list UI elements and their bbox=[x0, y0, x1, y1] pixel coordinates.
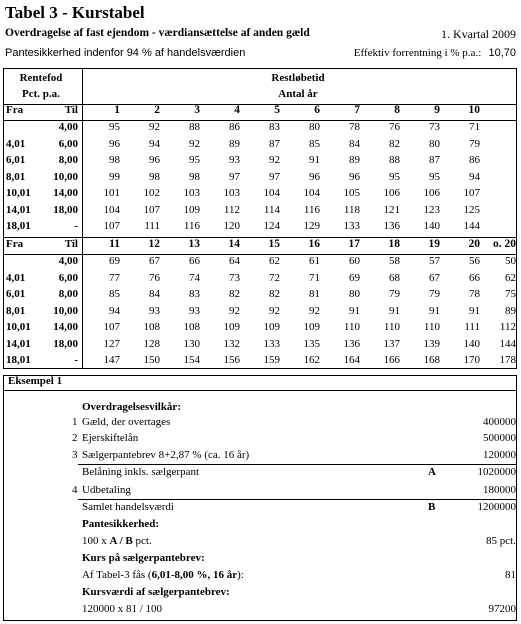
table-cell: 170 bbox=[463, 354, 480, 366]
table-cell: 130 bbox=[183, 337, 200, 350]
price-calc-part: 6,01-8,00 %, 16 år bbox=[151, 569, 238, 581]
table-cell: 76 bbox=[149, 271, 160, 284]
table-cell: 82 bbox=[269, 288, 280, 300]
table-cell: 128 bbox=[143, 337, 160, 350]
table-cell: 91 bbox=[469, 304, 480, 317]
rate-to: 4,00 bbox=[58, 255, 78, 267]
table-cell: 137 bbox=[383, 337, 400, 350]
line-mark: A bbox=[428, 466, 436, 478]
table-cell: 66 bbox=[189, 255, 200, 267]
security-heading: Pantesikkerhed: bbox=[82, 518, 159, 530]
table-cell: 135 bbox=[303, 337, 320, 350]
table-cell: 98 bbox=[189, 170, 200, 183]
table-cell: 104 bbox=[303, 187, 320, 199]
table-cell: 64 bbox=[229, 255, 240, 267]
table-cell: 72 bbox=[269, 271, 280, 284]
table-cell: 95 bbox=[389, 170, 400, 183]
year-label: 6 bbox=[314, 104, 320, 116]
header-til: Til bbox=[64, 238, 78, 250]
table-cell: 125 bbox=[463, 203, 480, 216]
table-cell: 102 bbox=[143, 187, 160, 199]
table-cell: 87 bbox=[269, 137, 280, 150]
year-label: 17 bbox=[348, 238, 360, 250]
table-cell: 124 bbox=[263, 220, 280, 232]
security-calc-part: pct. bbox=[132, 535, 152, 547]
table-cell: 144 bbox=[463, 220, 480, 232]
line-value: 1200000 bbox=[477, 501, 516, 513]
table-cell: 140 bbox=[463, 337, 480, 350]
table-cell: 110 bbox=[423, 321, 440, 333]
table-cell: 104 bbox=[103, 203, 120, 216]
table-cell: 91 bbox=[309, 154, 320, 166]
table-cell: 79 bbox=[429, 288, 440, 300]
table-cell: 147 bbox=[103, 354, 120, 366]
table-cell: 62 bbox=[269, 255, 280, 267]
rate-to: 18,00 bbox=[53, 203, 78, 216]
table-cell: 77 bbox=[109, 271, 120, 284]
table-cell: 95 bbox=[109, 121, 120, 133]
table-cell: 86 bbox=[229, 121, 240, 133]
table-cell: 106 bbox=[423, 187, 440, 199]
rule bbox=[78, 499, 516, 500]
table-cell: 136 bbox=[343, 337, 360, 350]
rate-to: 14,00 bbox=[53, 187, 78, 199]
conditions-heading: Overdragelsesvilkår: bbox=[82, 401, 181, 413]
table-cell: 87 bbox=[429, 154, 440, 166]
line-label: Gæld, der overtages bbox=[82, 416, 171, 428]
table-cell: 89 bbox=[229, 137, 240, 150]
security-note: Pantesikkerhed indenfor 94 % af handelsværdien bbox=[5, 47, 246, 59]
rate-to: 14,00 bbox=[53, 321, 78, 333]
table-cell: 88 bbox=[189, 121, 200, 133]
table-cell: 120 bbox=[223, 220, 240, 232]
table-cell: 91 bbox=[429, 304, 440, 317]
table-cell: 103 bbox=[223, 187, 240, 199]
table-cell: 101 bbox=[103, 187, 120, 199]
table-cell: 112 bbox=[499, 321, 516, 333]
table-cell: 88 bbox=[389, 154, 400, 166]
year-label: 5 bbox=[274, 104, 280, 116]
year-label: 18 bbox=[388, 238, 400, 250]
table-cell: 69 bbox=[109, 255, 120, 267]
security-calc-part: 100 x bbox=[82, 535, 110, 547]
table-cell: 140 bbox=[423, 220, 440, 232]
table-cell: 112 bbox=[223, 203, 240, 216]
table-cell: 75 bbox=[505, 288, 516, 300]
table-cell: 68 bbox=[389, 271, 400, 284]
table-cell: 78 bbox=[349, 121, 360, 133]
table-cell: 79 bbox=[469, 137, 480, 150]
rate-to: 6,00 bbox=[58, 271, 78, 284]
table-cell: 89 bbox=[505, 304, 516, 317]
table-cell: 97 bbox=[269, 170, 280, 183]
header-til: Til bbox=[64, 104, 78, 116]
year-label: 7 bbox=[354, 104, 360, 116]
table-cell: 71 bbox=[469, 121, 480, 133]
line-value: 1020000 bbox=[477, 466, 516, 478]
table-cell: 92 bbox=[269, 304, 280, 317]
rate-from: 10,01 bbox=[6, 187, 31, 199]
table-cell: 91 bbox=[349, 304, 360, 317]
table-cell: 95 bbox=[189, 154, 200, 166]
table-cell: 94 bbox=[469, 170, 480, 183]
table-cell: 109 bbox=[223, 321, 240, 333]
table-cell: 98 bbox=[109, 154, 120, 166]
effective-rate-value: 10,70 bbox=[488, 47, 516, 59]
year-label: 3 bbox=[194, 104, 200, 116]
line-label: Belåning inkls. sælgerpant bbox=[82, 466, 200, 478]
rate-from: 14,01 bbox=[6, 337, 31, 350]
table-cell: 156 bbox=[223, 354, 240, 366]
table-cell: 60 bbox=[349, 255, 360, 267]
line-number: 2 bbox=[72, 432, 78, 444]
table-cell: 69 bbox=[349, 271, 360, 284]
year-label: 12 bbox=[148, 238, 160, 250]
effective-rate bbox=[354, 47, 516, 59]
year-label: 4 bbox=[234, 104, 240, 116]
table-cell: 97 bbox=[229, 170, 240, 183]
table-cell: 129 bbox=[303, 220, 320, 232]
effective-rate-label: Effektiv forrentning i % p.a.: bbox=[353, 47, 482, 59]
table-cell: 85 bbox=[309, 137, 320, 150]
year-label: 11 bbox=[109, 238, 120, 250]
rate-to: - bbox=[74, 354, 78, 366]
line-value: 120000 bbox=[483, 449, 516, 461]
table-cell: 133 bbox=[343, 220, 360, 232]
table-cell: 107 bbox=[463, 187, 480, 199]
line-label: Udbetaling bbox=[82, 484, 131, 496]
table-cell: 73 bbox=[229, 271, 240, 284]
table-cell: 168 bbox=[423, 354, 440, 366]
table-cell: 56 bbox=[469, 255, 480, 267]
line-label: Samlet handelsværdi bbox=[82, 501, 174, 513]
table-cell: 92 bbox=[309, 304, 320, 317]
table-cell: 108 bbox=[183, 321, 200, 333]
table-cell: 110 bbox=[343, 321, 360, 333]
rate-from: 8,01 bbox=[6, 170, 26, 183]
table-cell: 107 bbox=[103, 321, 120, 333]
rate-to: 4,00 bbox=[58, 121, 78, 133]
price-heading: Kurs på sælgerpantebrev: bbox=[82, 552, 205, 564]
line-number: 1 bbox=[72, 416, 78, 428]
security-calc-part: A / B bbox=[109, 535, 133, 547]
table-cell: 80 bbox=[309, 121, 320, 133]
line-number: 3 bbox=[72, 449, 78, 461]
table-cell: 71 bbox=[309, 271, 320, 284]
table-cell: 178 bbox=[499, 354, 516, 366]
table-cell: 93 bbox=[149, 304, 160, 317]
line-label: Ejerskiftelån bbox=[82, 432, 139, 444]
rate-from: 18,01 bbox=[6, 220, 31, 232]
table-cell: 83 bbox=[189, 288, 200, 300]
table-cell: 110 bbox=[383, 321, 400, 333]
rate-to: 8,00 bbox=[58, 154, 78, 166]
table-cell: 123 bbox=[423, 203, 440, 216]
table-cell: 82 bbox=[229, 288, 240, 300]
table-cell: 81 bbox=[309, 288, 320, 300]
year-label: 16 bbox=[308, 238, 320, 250]
rate-from: 18,01 bbox=[6, 354, 31, 366]
year-label: 2 bbox=[154, 104, 160, 116]
table-cell: 82 bbox=[389, 137, 400, 150]
table-cell: 133 bbox=[263, 337, 280, 350]
header-fra: Fra bbox=[6, 238, 24, 250]
line-value: 180000 bbox=[483, 484, 516, 496]
table-cell: 78 bbox=[469, 288, 480, 300]
header-rentefod: Rentefod bbox=[19, 72, 63, 84]
table-cell: 104 bbox=[263, 187, 280, 199]
rule bbox=[4, 104, 516, 105]
table-cell: 83 bbox=[269, 121, 280, 133]
table-cell: 80 bbox=[349, 288, 360, 300]
table-cell: 91 bbox=[389, 304, 400, 317]
table-cell: 106 bbox=[383, 187, 400, 199]
table-cell: 111 bbox=[464, 321, 480, 333]
rate-from: 6,01 bbox=[6, 288, 26, 300]
rate-to: 6,00 bbox=[58, 137, 78, 150]
table-cell: 103 bbox=[183, 187, 200, 199]
rate-to: 8,00 bbox=[58, 288, 78, 300]
table-cell: 96 bbox=[309, 170, 320, 183]
security-value: 85 pct. bbox=[486, 535, 516, 547]
rate-from: 10,01 bbox=[6, 321, 31, 333]
header-pct-pa: Pct. p.a. bbox=[22, 88, 60, 100]
security-calc bbox=[82, 535, 152, 547]
value-heading: Kursværdi af sælgerpantebrev: bbox=[82, 586, 230, 598]
table-cell: 121 bbox=[383, 203, 400, 216]
table-cell: 62 bbox=[505, 271, 516, 284]
year-label: 10 bbox=[468, 104, 480, 116]
table-cell: 92 bbox=[229, 304, 240, 317]
table-cell: 96 bbox=[349, 170, 360, 183]
table-cell: 67 bbox=[149, 255, 160, 267]
table-cell: 50 bbox=[505, 255, 516, 267]
table-cell: 80 bbox=[429, 137, 440, 150]
value-value: 97200 bbox=[488, 603, 516, 615]
table-cell: 86 bbox=[469, 154, 480, 166]
year-label: o. 20 bbox=[493, 238, 516, 250]
rate-from: 8,01 bbox=[6, 304, 26, 317]
table-cell: 57 bbox=[429, 255, 440, 267]
year-label: 1 bbox=[114, 104, 120, 116]
rule bbox=[78, 464, 516, 465]
table-cell: 116 bbox=[303, 203, 320, 216]
year-label: 20 bbox=[468, 238, 480, 250]
rate-to: 18,00 bbox=[53, 337, 78, 350]
table-cell: 116 bbox=[183, 220, 200, 232]
table-cell: 154 bbox=[183, 354, 200, 366]
table-cell: 61 bbox=[309, 255, 320, 267]
year-label: 15 bbox=[268, 238, 280, 250]
rule bbox=[82, 68, 83, 368]
table-cell: 93 bbox=[229, 154, 240, 166]
table-cell: 109 bbox=[303, 321, 320, 333]
rate-from: 14,01 bbox=[6, 203, 31, 216]
table-cell: 111 bbox=[144, 220, 160, 232]
table-cell: 84 bbox=[349, 137, 360, 150]
page-title: Tabel 3 - Kurstabel bbox=[5, 3, 145, 22]
table-cell: 164 bbox=[343, 354, 360, 366]
table-cell: 166 bbox=[383, 354, 400, 366]
line-number: 4 bbox=[72, 484, 78, 496]
header-restlobetid: Restløbetid bbox=[271, 72, 325, 84]
table-cell: 85 bbox=[109, 288, 120, 300]
line-value: 500000 bbox=[483, 432, 516, 444]
table-cell: 114 bbox=[263, 203, 280, 216]
example-title: Eksempel 1 bbox=[8, 375, 63, 387]
header-antal-ar: Antal år bbox=[278, 88, 318, 100]
rate-to: - bbox=[74, 220, 78, 232]
table-cell: 144 bbox=[499, 337, 516, 350]
table-cell: 73 bbox=[429, 121, 440, 133]
table-cell: 92 bbox=[189, 137, 200, 150]
table-cell: 84 bbox=[149, 288, 160, 300]
table-cell: 94 bbox=[149, 137, 160, 150]
table-cell: 109 bbox=[263, 321, 280, 333]
price-value: 81 bbox=[505, 569, 516, 581]
table-cell: 58 bbox=[389, 255, 400, 267]
year-label: 13 bbox=[188, 238, 200, 250]
table-cell: 105 bbox=[343, 187, 360, 199]
table-cell: 93 bbox=[189, 304, 200, 317]
table-cell: 107 bbox=[103, 220, 120, 232]
table-cell: 139 bbox=[423, 337, 440, 350]
year-label: 9 bbox=[434, 104, 440, 116]
table-cell: 118 bbox=[343, 203, 360, 216]
value-calc: 120000 x 81 / 100 bbox=[82, 603, 163, 615]
rate-to: 10,00 bbox=[53, 170, 78, 183]
table-cell: 109 bbox=[183, 203, 200, 216]
table-cell: 108 bbox=[143, 321, 160, 333]
table-cell: 96 bbox=[109, 137, 120, 150]
table-cell: 92 bbox=[269, 154, 280, 166]
rate-from: 4,01 bbox=[6, 137, 26, 150]
info-row bbox=[5, 47, 516, 59]
table-cell: 136 bbox=[383, 220, 400, 232]
example-box bbox=[3, 375, 517, 621]
line-value: 400000 bbox=[483, 416, 516, 428]
rate-from: 4,01 bbox=[6, 271, 26, 284]
table-cell: 89 bbox=[349, 154, 360, 166]
table-cell: 92 bbox=[149, 121, 160, 133]
table-cell: 96 bbox=[149, 154, 160, 166]
table-cell: 107 bbox=[143, 203, 160, 216]
period: 1. Kvartal 2009 bbox=[441, 27, 516, 41]
table-cell: 98 bbox=[149, 170, 160, 183]
subtitle: Overdragelse af fast ejendom - værdiansættelse af anden gæld bbox=[5, 27, 310, 39]
line-label: Sælgerpantebrev 8+2,87 % (ca. 16 år) bbox=[82, 449, 250, 461]
rate-from: 6,01 bbox=[6, 154, 26, 166]
price-calc bbox=[82, 569, 244, 581]
table-cell: 95 bbox=[429, 170, 440, 183]
price-calc-part: ): bbox=[237, 569, 244, 581]
table-cell: 150 bbox=[143, 354, 160, 366]
subtitle-row bbox=[5, 27, 516, 39]
table-cell: 67 bbox=[429, 271, 440, 284]
year-label: 14 bbox=[228, 238, 240, 250]
year-label: 8 bbox=[394, 104, 400, 116]
rate-to: 10,00 bbox=[53, 304, 78, 317]
header-fra: Fra bbox=[6, 104, 24, 116]
table-cell: 99 bbox=[109, 170, 120, 183]
line-mark: B bbox=[428, 501, 436, 513]
table-cell: 132 bbox=[223, 337, 240, 350]
table-cell: 127 bbox=[103, 337, 120, 350]
table-cell: 159 bbox=[263, 354, 280, 366]
table-cell: 162 bbox=[303, 354, 320, 366]
table-cell: 94 bbox=[109, 304, 120, 317]
table-cell: 79 bbox=[389, 288, 400, 300]
table-cell: 74 bbox=[189, 271, 200, 284]
year-label: 19 bbox=[428, 238, 440, 250]
price-calc-part: Af Tabel-3 fås ( bbox=[82, 569, 152, 581]
table-cell: 76 bbox=[389, 121, 400, 133]
table-cell: 66 bbox=[469, 271, 480, 284]
